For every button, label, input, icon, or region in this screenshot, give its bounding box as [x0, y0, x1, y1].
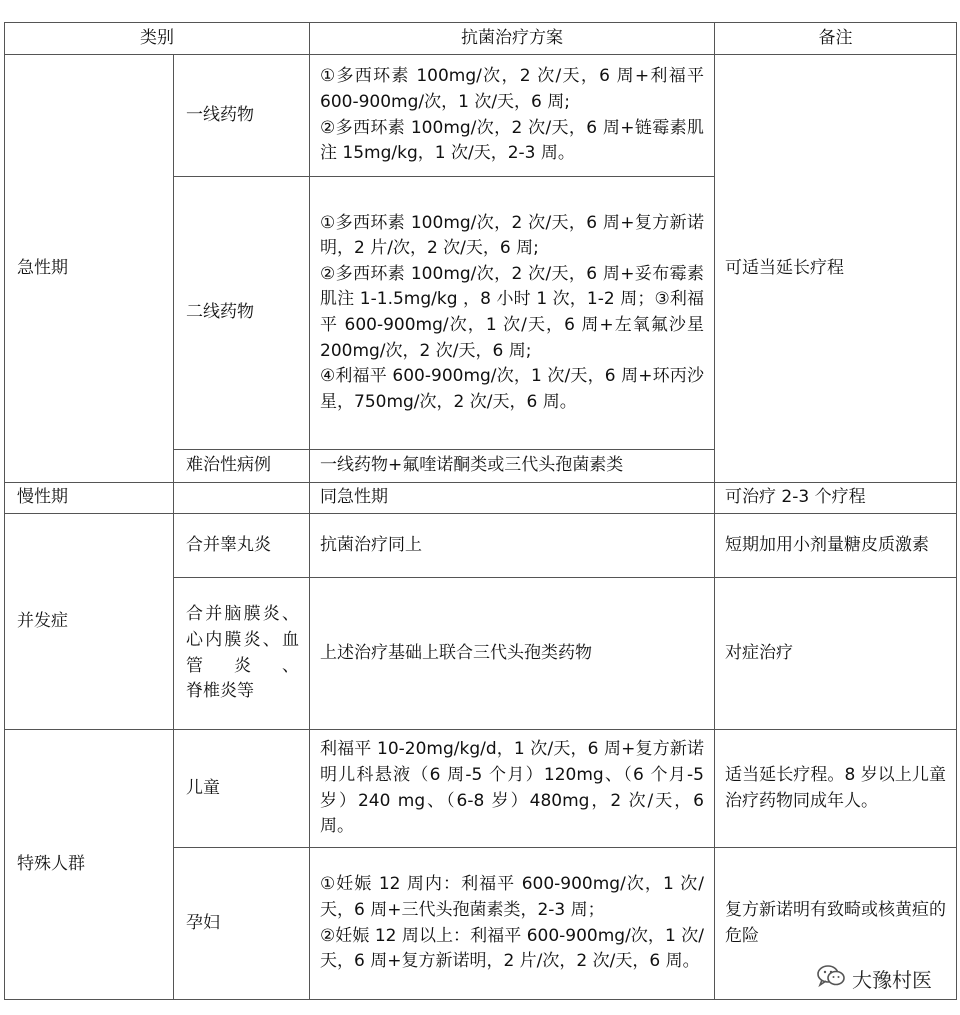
watermark — [816, 963, 932, 994]
plan-orchitis: 抗菌治疗同上 — [310, 514, 715, 578]
header-note: 备注 — [715, 23, 957, 55]
category-chronic: 慢性期 — [5, 483, 174, 514]
category-complications: 并发症 — [5, 514, 174, 730]
treatment-table — [4, 22, 957, 1000]
plan-line: ①多西环素 100mg/次，2 次/天，6 周+利福平 600-900mg/次，1 次/天，6 周; — [320, 66, 704, 112]
plan-line: ②妊娠 12 周以上：利福平 600-900mg/次，1 次/天，6 周+复方新诺明，2 片/次，2 次/天，6 周。 — [320, 925, 704, 972]
note-children: 适当延长疗程。8 岁以上儿童治疗药物同成年人。 — [715, 730, 957, 848]
table-row — [5, 483, 957, 514]
subcategory-refractory: 难治性病例 — [174, 450, 310, 483]
subcategory-line: 合并脑膜炎、心内膜炎、血管炎、 — [186, 604, 299, 676]
subcategory-other-complications — [174, 578, 310, 730]
subcategory-line: 脊椎炎等 — [186, 681, 254, 702]
plan-line: ①妊娠 12 周内：利福平 600-900mg/次，1 次/天，6 周+三代头孢菌素类，2-3 周； — [320, 874, 704, 920]
category-acute: 急性期 — [5, 55, 174, 483]
subcategory-children: 儿童 — [174, 730, 310, 848]
table-row — [5, 514, 957, 578]
plan-refractory: 一线药物+氟喹诺酮类或三代头孢菌素类 — [310, 450, 715, 483]
plan-first-line — [310, 55, 715, 177]
table-row — [5, 55, 957, 177]
subcategory-orchitis: 合并睾丸炎 — [174, 514, 310, 578]
plan-line: ②多西环素 100mg/次，2 次/天，6 周+妥布霉素肌注 1-1.5mg/kg ，8 小时 1 次，1-2 周；③利福平 600-900mg/次，1 次/天，6 周+左氧氟沙星 200mg/次，2 次/天，6 周; — [320, 263, 704, 361]
subcategory-second-line: 二线药物 — [174, 177, 310, 450]
note-acute: 可适当延长疗程 — [715, 55, 957, 483]
note-chronic: 可治疗 2-3 个疗程 — [715, 483, 957, 514]
category-special: 特殊人群 — [5, 730, 174, 1000]
watermark-text: 大豫村医 — [852, 968, 932, 992]
note-orchitis: 短期加用小剂量糖皮质激素 — [715, 514, 957, 578]
plan-line: ①多西环素 100mg/次，2 次/天，6 周+复方新诺明，2 片/次，2 次/天，6 周; — [320, 212, 704, 259]
subcategory-pregnant: 孕妇 — [174, 848, 310, 1000]
header-category: 类别 — [5, 23, 310, 55]
note-pregnant: 复方新诺明有致畸或核黄疸的危险 — [715, 848, 957, 1000]
table-row — [5, 730, 957, 848]
plan-chronic: 同急性期 — [310, 483, 715, 514]
plan-other-complications: 上述治疗基础上联合三代头孢类药物 — [310, 578, 715, 730]
plan-pregnant — [310, 848, 715, 1000]
plan-second-line — [310, 177, 715, 450]
plan-children: 利福平 10-20mg/kg/d，1 次/天，6 周+复方新诺明儿科悬液（6 周-5 个月）120mg、（6 个月-5 岁）240 mg、（6-8 岁）480mg，2 次/天，6 周。 — [310, 730, 715, 848]
header-plan: 抗菌治疗方案 — [310, 23, 715, 55]
header-row — [5, 23, 957, 55]
plan-line: ②多西环素 100mg/次，2 次/天，6 周+链霉素肌注 15mg/kg，1 次/天，2-3 周。 — [320, 117, 704, 164]
wechat-icon — [816, 963, 846, 994]
subcategory-first-line: 一线药物 — [174, 55, 310, 177]
plan-line: ④利福平 600-900mg/次，1 次/天，6 周+环丙沙星，750mg/次，2 次/天，6 周。 — [320, 366, 704, 412]
note-other-complications: 对症治疗 — [715, 578, 957, 730]
empty-cell — [174, 483, 310, 514]
